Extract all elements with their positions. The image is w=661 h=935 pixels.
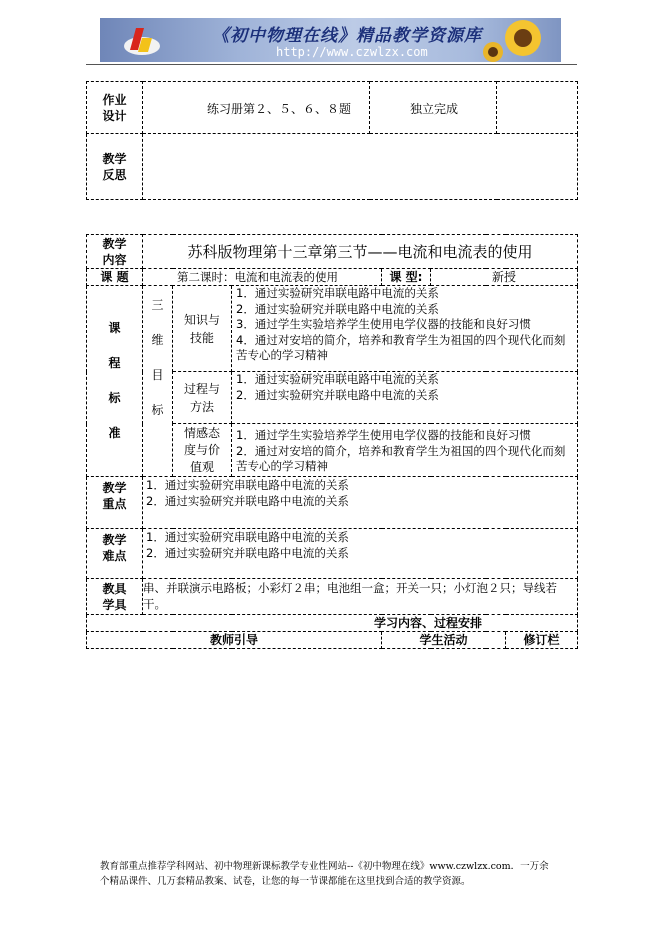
tools-label: 教具 学具 (87, 579, 143, 615)
col-student-activity: 学生活动 (382, 632, 506, 649)
objective-process-items: 1．通过实验研究串联电路中电流的关系 2．通过实验研究并联电路中电流的关系 (232, 372, 578, 424)
tools-list: 串、并联演示电路板；小彩灯２串；电池组一盒；开关一只；小灯泡２只；导线若 干。 (143, 579, 578, 615)
sunflower-icon (475, 18, 555, 62)
homework-label: 作业 设计 (87, 82, 143, 134)
type-value: 新授 (431, 269, 578, 286)
key-points-list: 1．通过实验研究串联电路中电流的关系 2．通过实验研究并联电路中电流的关系 (143, 477, 578, 529)
objective-process-label: 过程与 方法 (173, 372, 232, 424)
lesson-plan-table (86, 234, 578, 649)
reflection-label: 教学 反思 (87, 134, 143, 200)
footer-line-1: 教育部重点推荐学科网站、初中物理新课标教学专业性网站--《初中物理在线》www.czwlzx.com．一万余 (100, 861, 549, 872)
header-rule (86, 64, 577, 65)
header-banner (100, 18, 561, 62)
footer-line-2: 个精品课件、几万套精品教案、试卷，让您的每一节课都能在这里找到合适的教学资源。 (100, 876, 471, 887)
col-teacher-guide: 教师引导 (87, 632, 382, 649)
objective-knowledge-items: 1．通过实验研究串联电路中电流的关系 2．通过实验研究并联电路中电流的关系 3．通过学生实验培养学生使用电学仪器的技能和良好习惯 4．通过对安培的简介，培养和教育学生为祖国的四个现代化而刻 苦专心的学习精神 (232, 286, 578, 372)
homework-extra (497, 82, 578, 134)
key-points-label: 教学 重点 (87, 477, 143, 529)
site-title: 《初中物理在线》精品教学资源库 (212, 26, 482, 46)
type-label: 课 型: (382, 269, 431, 286)
content-title: 苏科版物理第十三章第三节——电流和电流表的使用 (143, 235, 578, 269)
homework-mode: 独立完成 (370, 82, 497, 134)
difficulties-label: 教学 难点 (87, 529, 143, 579)
content-label: 教学 内容 (87, 235, 143, 269)
site-url[interactable]: http://www.czwlzx.com (276, 45, 428, 59)
homework-table (86, 81, 578, 200)
topic-value: 第二课时：电流和电流表的使用 (143, 269, 382, 286)
difficulties-list: 1．通过实验研究串联电路中电流的关系 2．通过实验研究并联电路中电流的关系 (143, 529, 578, 579)
objective-emotion-label: 情感态 度与价 值观 (173, 424, 232, 477)
process-header: 学习内容、过程安排 (87, 615, 578, 632)
homework-content: 练习册第２、５、６、８题 (143, 82, 370, 134)
site-logo-icon (122, 24, 162, 58)
three-dim-label: 三 维 目 标 (143, 286, 173, 477)
objective-knowledge-label: 知识与 技能 (173, 286, 232, 372)
objective-emotion-items: 1．通过学生实验培养学生使用电学仪器的技能和良好习惯 2．通过对安培的简介，培养和教育学生为祖国的四个现代化而刻 苦专心的学习精神 (232, 424, 578, 477)
page-footer (100, 859, 570, 889)
topic-label: 课 题 (87, 269, 143, 286)
col-revision: 修订栏 (506, 632, 578, 649)
reflection-content (143, 134, 578, 200)
standard-label: 课 程 标 准 (87, 286, 143, 477)
